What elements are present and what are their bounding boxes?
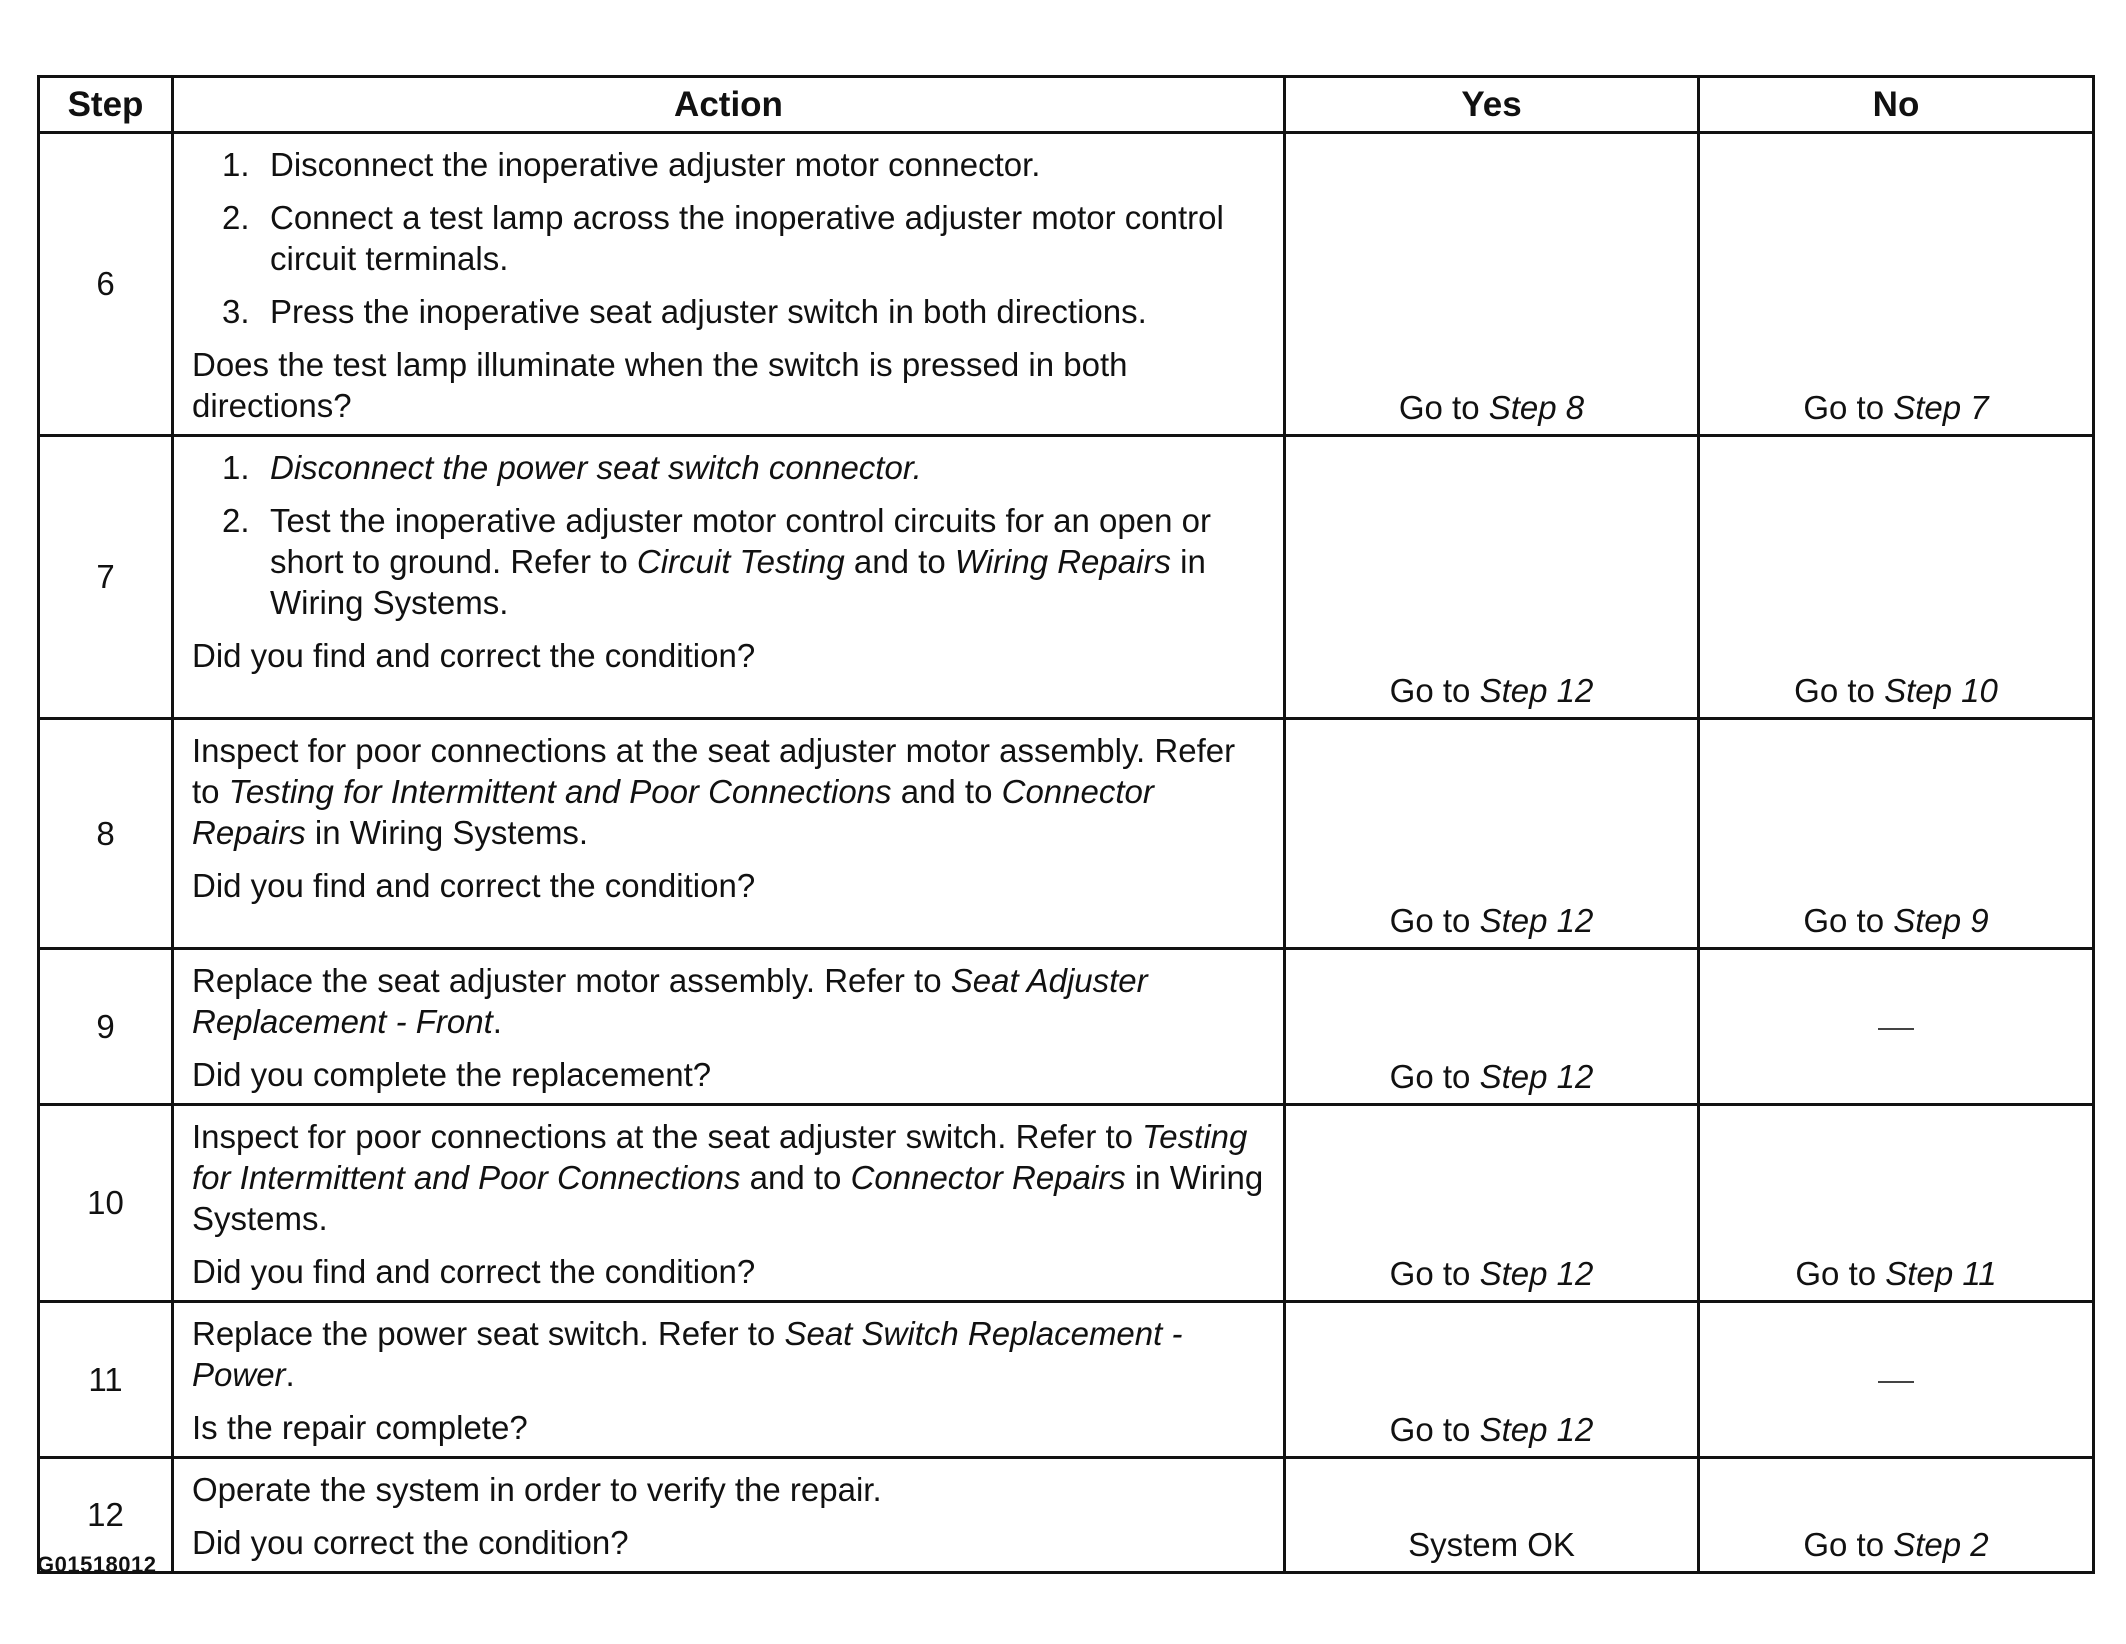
table-row	[39, 719, 2094, 949]
list-number: 1.	[222, 146, 250, 183]
no-cell	[1699, 1105, 2094, 1302]
action-cell	[173, 949, 1285, 1105]
yes-result: System OK	[1408, 1526, 1575, 1563]
yes-cell	[1285, 1302, 1699, 1458]
table-row	[39, 1458, 2094, 1573]
text-run: and to	[844, 543, 955, 580]
em-dash	[1878, 1381, 1914, 1383]
go-to-label: Go to	[1803, 1526, 1894, 1563]
step-number: 9	[39, 949, 173, 1105]
action-paragraph	[192, 1116, 1265, 1239]
header-no: No	[1699, 77, 2094, 133]
italic-reference: Connector Repairs	[850, 1159, 1126, 1196]
step-number: 8	[39, 719, 173, 949]
step-reference: Step 12	[1479, 1255, 1594, 1292]
step-number: 7	[39, 436, 173, 719]
text-run: .	[492, 1003, 502, 1040]
no-cell	[1699, 436, 2094, 719]
text-run: in Wiring Systems.	[305, 814, 589, 851]
step-reference: Step 9	[1893, 902, 1989, 939]
action-question: Did you find and correct the condition?	[192, 1253, 756, 1290]
action-paragraph	[192, 730, 1265, 853]
go-to-label: Go to	[1389, 672, 1480, 709]
list-text	[270, 447, 1265, 488]
table-row	[39, 1105, 2094, 1302]
table-row	[39, 1302, 2094, 1458]
italic-reference: Circuit Testing	[636, 543, 845, 580]
table-row	[39, 949, 2094, 1105]
action-paragraph	[192, 1313, 1265, 1395]
step-reference: Step 8	[1488, 389, 1585, 426]
go-to-label: Go to	[1794, 672, 1885, 709]
action-cell	[173, 1458, 1285, 1573]
text-run: .	[285, 1356, 295, 1393]
step-reference: Step 2	[1893, 1526, 1989, 1563]
list-number: 1.	[222, 449, 250, 486]
text-run: Disconnect the inoperative adjuster motor connector.	[270, 146, 1041, 183]
step-reference: Step 12	[1479, 672, 1594, 709]
text-run: in Wiring Systems.	[192, 1159, 1264, 1237]
no-cell	[1699, 719, 2094, 949]
italic-reference: Seat Adjuster Replacement - Front	[192, 962, 1148, 1040]
no-cell	[1699, 949, 2094, 1105]
list-number: 3.	[222, 293, 250, 330]
step-reference: Step 7	[1893, 389, 1989, 426]
action-question: Is the repair complete?	[192, 1409, 528, 1446]
list-text	[270, 144, 1265, 185]
action-cell	[173, 436, 1285, 719]
text-run: Press the inoperative seat adjuster switch in both directions.	[270, 293, 1147, 330]
action-list-item	[222, 197, 1265, 279]
action-paragraph	[192, 960, 1265, 1042]
text-run: Operate the system in order to verify the repair.	[192, 1471, 882, 1508]
action-cell	[173, 719, 1285, 949]
em-dash	[1878, 1028, 1914, 1030]
go-to-label: Go to	[1389, 1411, 1480, 1448]
text-run: and to	[740, 1159, 851, 1196]
italic-reference: Disconnect the power seat switch connector.	[270, 449, 922, 486]
action-question: Did you find and correct the condition?	[192, 637, 756, 674]
yes-cell	[1285, 436, 1699, 719]
yes-cell	[1285, 1105, 1699, 1302]
step-reference: Step 12	[1479, 1058, 1594, 1095]
action-cell	[173, 1105, 1285, 1302]
text-run: Test the inoperative adjuster motor control circuits for an open or short to ground. Refer to	[270, 502, 1211, 580]
step-number: 11	[39, 1302, 173, 1458]
no-cell	[1699, 133, 2094, 436]
go-to-label: Go to	[1795, 1255, 1886, 1292]
step-reference: Step 11	[1885, 1255, 1997, 1292]
text-run: Replace the power seat switch. Refer to	[192, 1315, 785, 1352]
list-text	[270, 197, 1265, 279]
yes-cell	[1285, 1458, 1699, 1573]
text-run: Inspect for poor connections at the seat adjuster switch. Refer to	[192, 1118, 1143, 1155]
action-cell	[173, 133, 1285, 436]
text-run: Connect a test lamp across the inoperative adjuster motor control circuit terminals.	[270, 199, 1224, 277]
step-number: 10	[39, 1105, 173, 1302]
italic-reference: Seat Switch Replacement - Power	[192, 1315, 1183, 1393]
action-question: Did you complete the replacement?	[192, 1056, 712, 1093]
yes-cell	[1285, 719, 1699, 949]
diagnostic-table	[37, 75, 2095, 1574]
table-row	[39, 133, 2094, 436]
header-yes: Yes	[1285, 77, 1699, 133]
table-header-row	[39, 77, 2094, 133]
list-text	[270, 500, 1265, 623]
list-number: 2.	[222, 199, 250, 236]
text-run: Inspect for poor connections at the seat adjuster motor assembly. Refer to	[192, 732, 1236, 810]
yes-cell	[1285, 949, 1699, 1105]
go-to-label: Go to	[1389, 1255, 1480, 1292]
action-question: Does the test lamp illuminate when the switch is pressed in both directions?	[192, 346, 1128, 424]
no-cell	[1699, 1458, 2094, 1573]
figure-id: G01518012	[37, 1552, 157, 1577]
text-run: in Wiring Systems.	[270, 543, 1206, 621]
step-reference: Step 12	[1479, 1411, 1594, 1448]
action-list-item	[222, 291, 1265, 332]
go-to-label: Go to	[1398, 389, 1489, 426]
italic-reference: Wiring Repairs	[954, 543, 1171, 580]
table-body	[39, 133, 2094, 1573]
go-to-label: Go to	[1803, 389, 1894, 426]
go-to-label: Go to	[1389, 902, 1480, 939]
header-action: Action	[173, 77, 1285, 133]
yes-cell	[1285, 133, 1699, 436]
step-reference: Step 10	[1884, 672, 1998, 709]
italic-reference: Testing for Intermittent and Poor Connections	[228, 773, 892, 810]
text-run: and to	[891, 773, 1002, 810]
no-cell	[1699, 1302, 2094, 1458]
go-to-label: Go to	[1389, 1058, 1480, 1095]
table-row	[39, 436, 2094, 719]
go-to-label: Go to	[1803, 902, 1894, 939]
list-text	[270, 291, 1265, 332]
step-number: 12	[39, 1458, 173, 1573]
italic-reference: Connector Repairs	[192, 773, 1154, 851]
action-question: Did you find and correct the condition?	[192, 867, 756, 904]
italic-reference: Testing for Intermittent and Poor Connections	[192, 1118, 1248, 1196]
header-step: Step	[39, 77, 173, 133]
text-run: Replace the seat adjuster motor assembly. Refer to	[192, 962, 951, 999]
action-list-item	[222, 144, 1265, 185]
list-number: 2.	[222, 502, 250, 539]
action-list-item	[222, 500, 1265, 623]
action-paragraph	[192, 1469, 1265, 1510]
action-question: Did you correct the condition?	[192, 1524, 629, 1561]
action-list-item	[222, 447, 1265, 488]
step-number: 6	[39, 133, 173, 436]
step-reference: Step 12	[1479, 902, 1594, 939]
action-cell	[173, 1302, 1285, 1458]
